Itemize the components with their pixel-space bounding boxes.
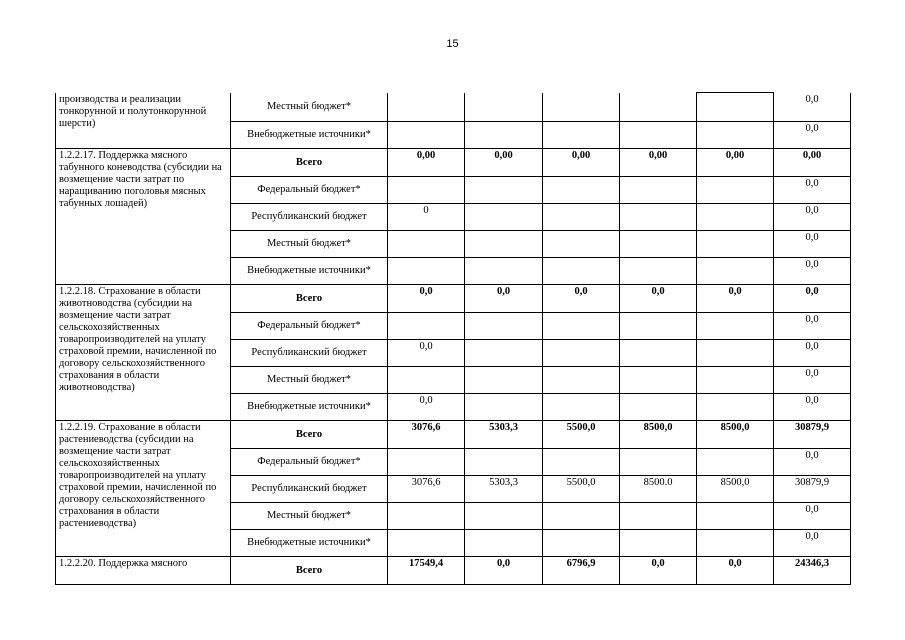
value-cell [465,122,543,149]
value-cell [465,204,543,231]
value-cell [388,503,465,530]
value-cell: 3076,6 [388,476,465,503]
value-cell: 5303,3 [465,421,543,449]
value-cell: 0,0 [543,285,620,313]
value-cell [543,503,620,530]
funding-source: Федеральный бюджет* [231,449,388,476]
value-cell [697,449,774,476]
budget-table [55,92,851,585]
value-cell: 0,0 [774,530,851,557]
value-cell [620,93,697,122]
funding-source: Внебюджетные источники* [231,530,388,557]
funding-row [56,93,851,122]
value-cell [697,231,774,258]
value-cell [465,258,543,285]
measure-description: 1.2.2.18. Страхование в области животноводства (субсидии на возмещение части затрат сельскохозяйственных товаропроизводителей на уплату страховой премии, начисленной по договору сельскохозяйственного страхования в области животноводства) [56,285,231,421]
funding-source: Местный бюджет* [231,93,388,122]
value-cell: 8500,0 [620,421,697,449]
value-cell [465,530,543,557]
funding-source: Местный бюджет* [231,367,388,394]
value-cell: 0,0 [774,367,851,394]
value-cell [388,177,465,204]
value-cell: 5500,0 [543,421,620,449]
funding-source: Всего [231,285,388,313]
funding-source: Федеральный бюджет* [231,177,388,204]
value-cell [620,503,697,530]
value-cell [620,530,697,557]
funding-source: Внебюджетные источники* [231,394,388,421]
funding-source: Внебюджетные источники* [231,122,388,149]
value-cell [465,177,543,204]
value-cell [465,93,543,122]
value-cell: 5303,3 [465,476,543,503]
value-cell: 3076,6 [388,421,465,449]
value-cell [697,394,774,421]
value-cell: 0,0 [388,394,465,421]
value-cell: 0,0 [697,557,774,585]
value-cell: 17549,4 [388,557,465,585]
value-cell [388,313,465,340]
value-cell [620,367,697,394]
value-cell: 0,0 [774,93,851,122]
value-cell [697,340,774,367]
value-cell: 0,0 [465,285,543,313]
value-cell [697,367,774,394]
value-cell [465,367,543,394]
value-cell [388,231,465,258]
value-cell [697,204,774,231]
value-cell [620,313,697,340]
value-cell [620,231,697,258]
value-cell [543,231,620,258]
value-cell [388,93,465,122]
value-cell [543,449,620,476]
value-cell: 0,0 [774,394,851,421]
funding-source: Федеральный бюджет* [231,313,388,340]
value-cell: 0,00 [543,149,620,177]
total-row [56,421,851,449]
value-cell: 5500,0 [543,476,620,503]
value-cell [543,177,620,204]
value-cell: 0,0 [774,285,851,313]
funding-source: Местный бюджет* [231,231,388,258]
value-cell [388,530,465,557]
funding-source: Республиканский бюджет [231,340,388,367]
value-cell [543,122,620,149]
value-cell: 0,00 [388,149,465,177]
value-cell [620,204,697,231]
value-cell: 24346,3 [774,557,851,585]
value-cell [465,231,543,258]
value-cell: 0,0 [774,503,851,530]
value-cell [543,93,620,122]
value-cell [543,394,620,421]
value-cell: 0 [388,204,465,231]
value-cell: 8500,0 [697,421,774,449]
value-cell: 0,0 [774,177,851,204]
value-cell: 0,00 [620,149,697,177]
funding-source: Внебюджетные источники* [231,258,388,285]
value-cell: 0,0 [388,285,465,313]
value-cell [620,177,697,204]
value-cell: 0,00 [697,149,774,177]
value-cell: 0,0 [620,557,697,585]
funding-source: Местный бюджет* [231,503,388,530]
value-cell [620,258,697,285]
measure-description: 1.2.2.20. Поддержка мясного [56,557,231,585]
value-cell: 0,0 [774,449,851,476]
value-cell [388,258,465,285]
value-cell: 0,0 [774,313,851,340]
page-number: 15 [446,38,459,50]
measure-description: производства и реализации тонкорунной и полутонкорунной шерсти) [56,93,231,149]
value-cell [697,258,774,285]
value-cell [465,449,543,476]
value-cell [388,449,465,476]
funding-source: Республиканский бюджет [231,476,388,503]
value-cell [697,177,774,204]
funding-source: Республиканский бюджет [231,204,388,231]
value-cell: 8500,0 [697,476,774,503]
value-cell [543,204,620,231]
value-cell: 0,00 [465,149,543,177]
value-cell [543,313,620,340]
measure-description: 1.2.2.17. Поддержка мясного табунного коневодства (субсидии на возмещение части затрат по наращиванию поголовья мясных табунных лошадей) [56,149,231,285]
value-cell [465,340,543,367]
value-cell [388,367,465,394]
value-cell [465,503,543,530]
value-cell: 0,0 [697,285,774,313]
value-cell: 0,0 [774,204,851,231]
value-cell: 0,0 [388,340,465,367]
value-cell: 0,0 [774,340,851,367]
value-cell: 8500.0 [620,476,697,503]
value-cell [697,313,774,340]
value-cell: 6796,9 [543,557,620,585]
value-cell [543,530,620,557]
value-cell [697,530,774,557]
total-row [56,149,851,177]
value-cell [543,258,620,285]
value-cell [543,340,620,367]
value-cell [620,449,697,476]
value-cell [620,122,697,149]
value-cell: 30879,9 [774,476,851,503]
value-cell [620,394,697,421]
funding-source: Всего [231,557,388,585]
value-cell: 30879,9 [774,421,851,449]
value-cell [697,503,774,530]
value-cell [697,93,774,122]
value-cell: 0,0 [774,231,851,258]
total-row [56,285,851,313]
measure-description: 1.2.2.19. Страхование в области растениеводства (субсидии на возмещение части затрат сельскохозяйственных товаропроизводителей на уплату страховой премии, начисленной по договору сельскохозяйственного страхования в области растениеводства) [56,421,231,557]
value-cell [465,313,543,340]
value-cell [697,122,774,149]
funding-source: Всего [231,149,388,177]
value-cell [388,122,465,149]
total-row [56,557,851,585]
value-cell [543,367,620,394]
value-cell: 0,0 [774,258,851,285]
value-cell: 0,0 [620,285,697,313]
value-cell: 0,00 [774,149,851,177]
funding-source: Всего [231,421,388,449]
value-cell: 0,0 [465,557,543,585]
value-cell: 0,0 [774,122,851,149]
value-cell [465,394,543,421]
value-cell [620,340,697,367]
